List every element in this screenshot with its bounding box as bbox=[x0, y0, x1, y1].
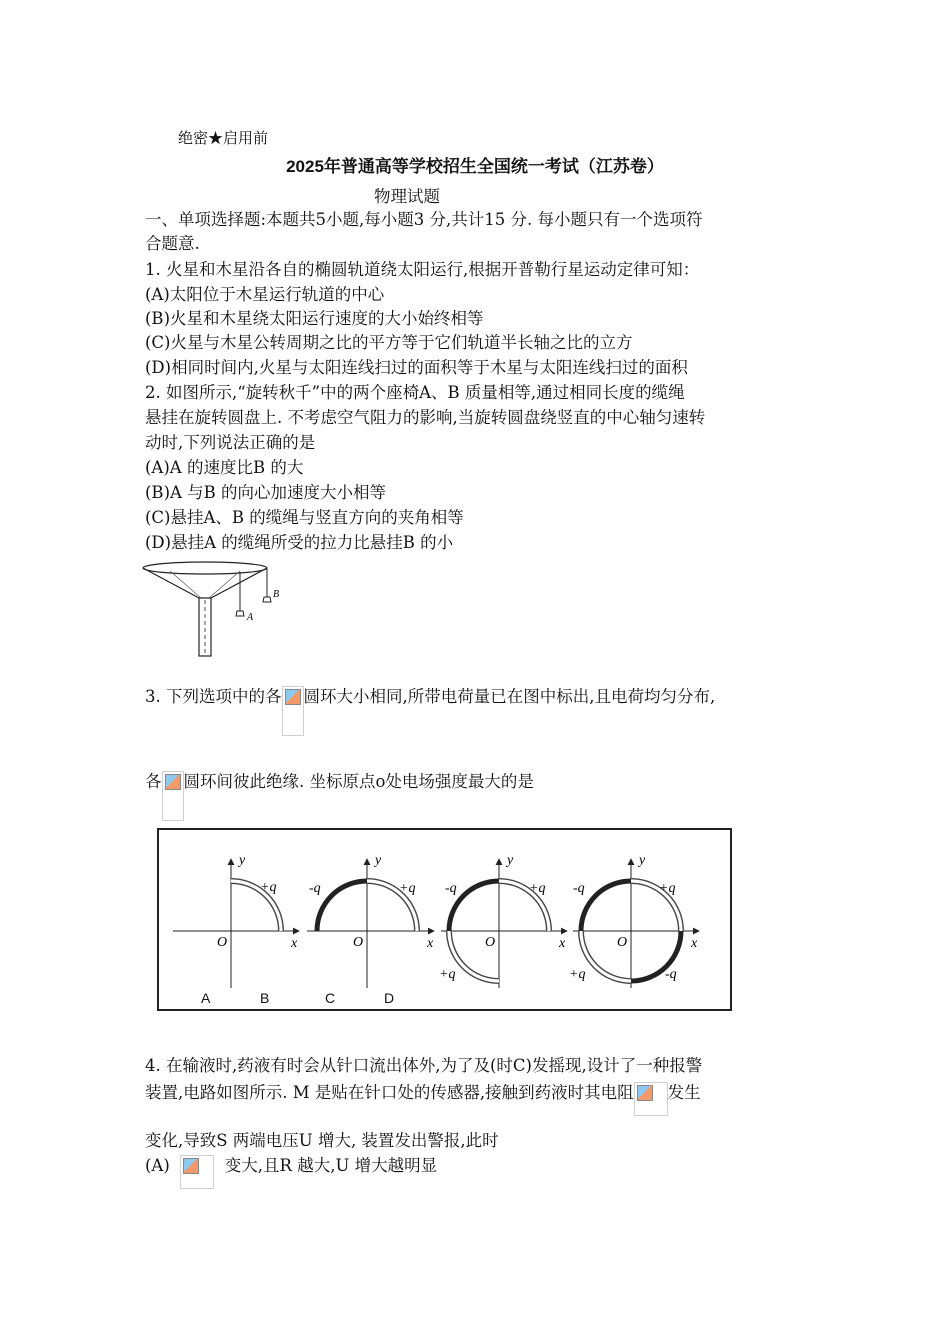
page-subtitle: 物理试题 bbox=[374, 187, 440, 206]
q1-option-c: (C)火星与木星公转周期之比的平方等于它们轨道半长轴之比的立方 bbox=[145, 333, 633, 352]
section-heading-cont: 合题意. bbox=[145, 234, 200, 253]
svg-text:y: y bbox=[375, 853, 382, 868]
svg-text:y: y bbox=[639, 853, 646, 868]
seat-b bbox=[263, 597, 271, 602]
svg-text:O: O bbox=[217, 935, 228, 950]
q2-option-d: (D)悬挂A 的缆绳所受的拉力比悬挂B 的小 bbox=[145, 533, 454, 552]
svg-text:O: O bbox=[485, 935, 496, 950]
panel-a bbox=[173, 853, 299, 988]
q2-stem-3: 动时,下列说法正确的是 bbox=[145, 433, 316, 452]
svg-text:+q: +q bbox=[569, 967, 586, 982]
q3-line-2: 各 圆环间彼此绝缘. 坐标原点o处电场强度最大的是 bbox=[145, 771, 534, 821]
svg-text:y: y bbox=[507, 853, 514, 868]
svg-text:+q: +q bbox=[529, 881, 546, 896]
q2-option-a: (A)A 的速度比B 的大 bbox=[145, 458, 304, 477]
charged-rings-figure bbox=[157, 828, 732, 1011]
center-shaft bbox=[199, 598, 211, 656]
svg-text:-q: -q bbox=[573, 881, 585, 896]
q2-option-c: (C)悬挂A、B 的缆绳与竖直方向的夹角相等 bbox=[145, 508, 464, 527]
svg-text:x: x bbox=[291, 936, 298, 951]
panel-c bbox=[439, 853, 567, 988]
q3-line-1: 3. 下列选项中的各 圆环大小相同,所带电荷量已在图中标出,且电荷均匀分布, bbox=[145, 686, 715, 736]
broken-image-icon bbox=[180, 1155, 214, 1189]
svg-text:O: O bbox=[617, 935, 628, 950]
svg-text:O: O bbox=[353, 935, 364, 950]
svg-text:-q: -q bbox=[665, 967, 677, 982]
choice-label-d: D bbox=[384, 990, 395, 1006]
q4-option-a: (A) 变大,且R 越大,U 增大越明显 bbox=[145, 1155, 437, 1189]
choice-label-a: A bbox=[201, 990, 211, 1006]
seat-a bbox=[236, 611, 244, 616]
panel-b bbox=[307, 853, 434, 988]
q1-stem: 1. 火星和木星沿各自的椭圆轨道绕太阳运行,根据开普勒行星运动定律可知： bbox=[145, 260, 700, 279]
svg-text:x: x bbox=[559, 936, 566, 951]
q2-stem-1: 2. 如图所示,“旋转秋千”中的两个座椅A、B 质量相等,通过相同长度的缆绳 bbox=[145, 383, 685, 402]
section-heading: 一、单项选择题:本题共5小题,每小题3 分,共计15 分. 每小题只有一个选项符 bbox=[145, 210, 703, 229]
q1-option-a: (A)太阳位于木星运行轨道的中心 bbox=[145, 285, 385, 304]
svg-text:+q: +q bbox=[439, 967, 456, 982]
broken-image-icon bbox=[634, 1082, 668, 1116]
panel-d bbox=[569, 853, 699, 988]
label-b: B bbox=[273, 589, 280, 600]
svg-text:x: x bbox=[691, 936, 698, 951]
q2-stem-2: 悬挂在旋转圆盘上. 不考虑空气阻力的影响,当旋转圆盘绕竖直的中心轴匀速转 bbox=[145, 408, 706, 427]
broken-image-icon bbox=[282, 686, 304, 736]
q4-line-1: 4. 在输液时,药液有时会从针口流出体外,为了及(时C)发摇现,设计了一种报警 bbox=[145, 1056, 703, 1075]
svg-text:+q: +q bbox=[399, 881, 416, 896]
q1-option-b: (B)火星和木星绕太阳运行速度的大小始终相等 bbox=[145, 309, 484, 328]
svg-text:y: y bbox=[239, 853, 246, 868]
svg-text:+q: +q bbox=[260, 880, 277, 895]
q2-option-b: (B)A 与B 的向心加速度大小相等 bbox=[145, 483, 387, 502]
choice-label-b: B bbox=[260, 990, 270, 1006]
svg-text:x: x bbox=[427, 936, 434, 951]
disk-rim bbox=[143, 562, 267, 574]
q4-line-3: 变化,导致S 两端电压U 增大, 装置发出警报,此时 bbox=[145, 1131, 499, 1150]
label-a: A bbox=[247, 612, 254, 623]
svg-text:+q: +q bbox=[659, 881, 676, 896]
svg-text:-q: -q bbox=[445, 881, 457, 896]
q1-option-d: (D)相同时间内,火星与太阳连线扫过的面积等于木星与太阳连线扫过的面积 bbox=[145, 358, 688, 377]
choice-label-c: C bbox=[325, 990, 336, 1006]
rotating-swing-figure bbox=[140, 558, 285, 658]
confidential-mark: 绝密★启用前 bbox=[178, 129, 269, 147]
svg-text:-q: -q bbox=[309, 881, 321, 896]
broken-image-icon bbox=[162, 771, 184, 821]
q4-line-2: 装置,电路如图所示. M 是贴在针口处的传感器,接触到药液时其电阻 发生 bbox=[145, 1082, 701, 1116]
page-title: 2025年普通高等学校招生全国统一考试（江苏卷） bbox=[286, 157, 664, 176]
